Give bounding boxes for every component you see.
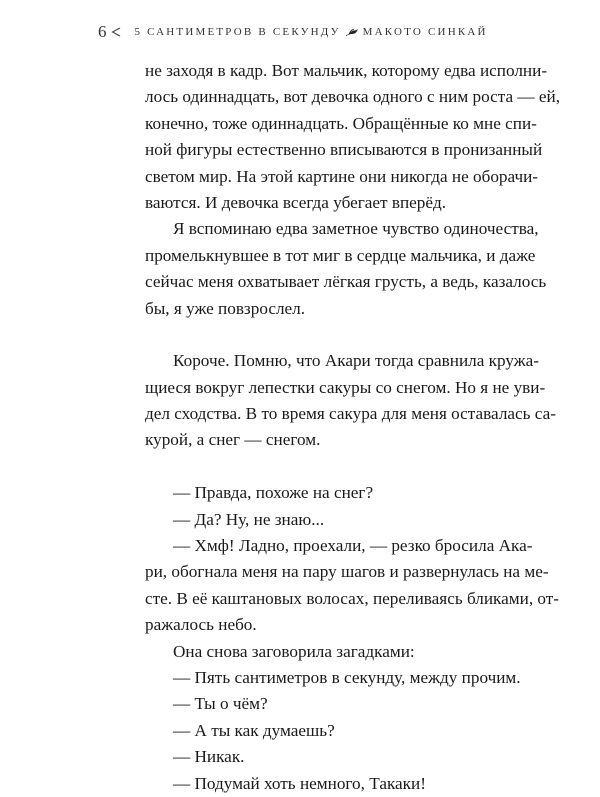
paragraph	[145, 718, 511, 744]
section-break	[145, 322, 511, 348]
left-triangle-icon	[111, 27, 121, 37]
paragraph	[145, 533, 560, 639]
text-line: ной фигуры естественно вписываются в пронизанный	[145, 140, 543, 160]
text-line: не заходя в кадр. Вот мальчик, которому едва исполни-	[145, 61, 548, 80]
dialogue-line: — Ты о чём?	[173, 694, 268, 714]
running-title: 5 САНТИМЕТРОВ В СЕКУНДУ	[134, 26, 341, 38]
dialogue-line: — Да? Ну, не знаю...	[173, 509, 325, 529]
paragraph	[145, 216, 547, 322]
dialogue-line: — Подумай хоть немного, Такаки!	[173, 773, 426, 793]
paragraph	[145, 665, 521, 691]
text-line: Короче. Помню, что Акари тогда сравнила кружа-	[173, 351, 539, 371]
paragraph	[145, 639, 511, 665]
dialogue-line: — Никак.	[173, 747, 245, 767]
text-line: курой, а снег — снегом.	[145, 430, 321, 450]
paragraph	[145, 348, 556, 454]
dialogue-line: — Правда, похоже на снег?	[173, 483, 374, 503]
text-line: щиеся вокруг лепестки сакуры со снегом. Но я не уви-	[145, 377, 546, 397]
paragraph	[145, 480, 511, 506]
text-line: светом мир. На этой картине они никогда не оборачи-	[145, 166, 539, 186]
text-line: Я вспоминаю едва заметное чувство одиночества,	[173, 219, 539, 239]
paragraph	[145, 691, 511, 717]
text-line: дел сходства. В то время сакура для меня оставалась са-	[145, 404, 556, 424]
text-line: — Хмф! Ладно, проехали, — резко бросила Ака-	[173, 536, 533, 556]
dialogue-line: — А ты как думаешь?	[173, 720, 335, 740]
paragraph	[145, 58, 560, 216]
paragraph	[145, 507, 511, 533]
running-author: МАКОТО СИНКАЙ	[362, 26, 488, 38]
text-line: ражалось небо.	[145, 615, 257, 635]
text-line: лось одиннадцать, вот девочка одного с ним роста — ей,	[145, 87, 560, 107]
text-line: промелькнувшее в тот миг в сердце мальчика, и даже	[145, 245, 536, 265]
text-line: сте. В её каштановых волосах, переливаясь бликами, от-	[145, 588, 560, 608]
text-line: сейчас меня охватывает лёгкая грусть, а ведь, казалось	[145, 272, 547, 292]
text-line: бы, я уже повзрослел.	[145, 298, 306, 318]
section-break	[145, 454, 511, 480]
leaf-ornament-icon	[345, 27, 359, 37]
dialogue-line: — Пять сантиметров в секунду, между прочим.	[173, 667, 521, 687]
page-number: 6	[98, 22, 107, 41]
text-line: ри, обогнала меня на пару шагов и развернулась на ме-	[145, 562, 549, 582]
text-line: Она снова заговорила загадками:	[173, 641, 415, 661]
text-line: конечно, тоже одиннадцать. Обращённые ко мне спи-	[145, 113, 537, 133]
paragraph	[145, 744, 511, 770]
paragraph	[145, 771, 511, 797]
page-body	[145, 58, 560, 797]
text-line: ваются. И девочка всегда убегает вперёд.	[145, 192, 447, 212]
running-header	[98, 22, 488, 42]
